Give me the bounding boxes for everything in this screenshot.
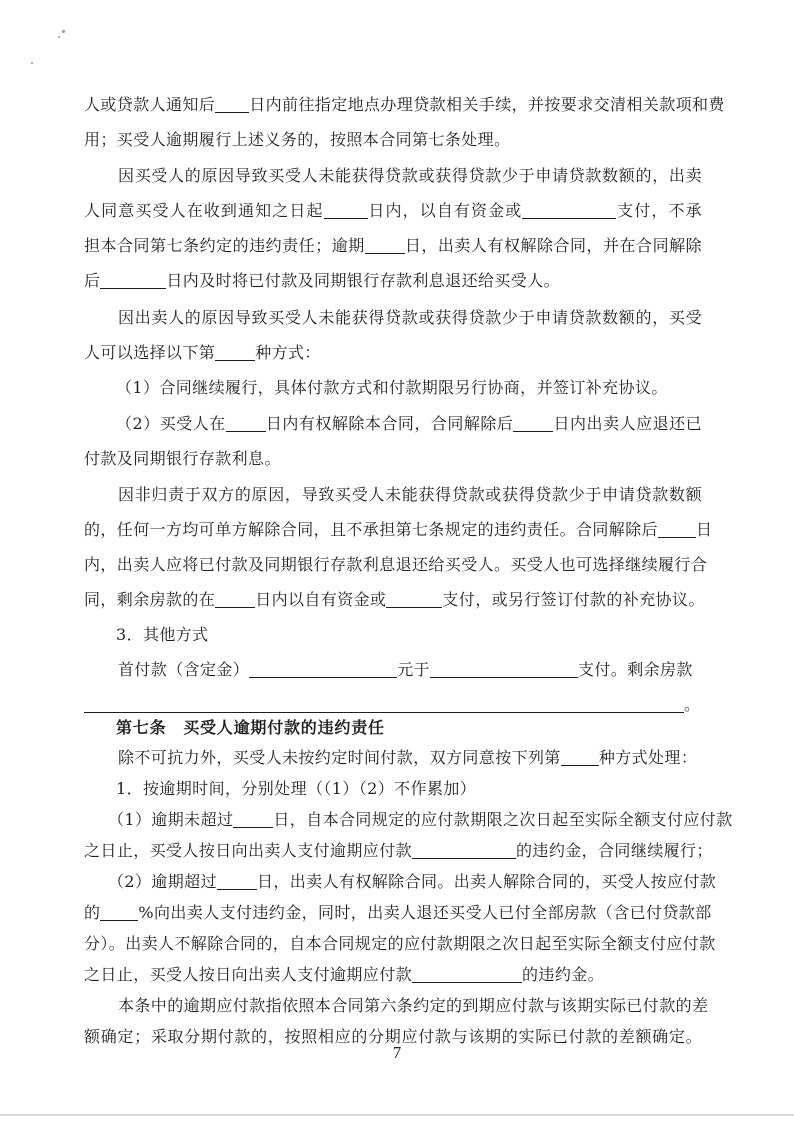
text-line: （2）逾期超过 日，出卖人有权解除合同。出卖人解除合同的，买受人按应付款: [108, 865, 702, 899]
text-line: 用；买受人逾期履行上述义务的，按照本合同第七条处理。: [84, 130, 511, 149]
text-line: 内，出卖人应将已付款及同期银行存款利息退还给买受人。买受人也可选择继续履行合: [84, 555, 708, 574]
text-line: 人可以选择以下第 种方式：: [84, 336, 702, 370]
scan-speck: [58, 36, 60, 38]
text-line: 3．其他方式: [116, 625, 209, 644]
fill-in-blank: [217, 869, 257, 890]
text-line: 因买受人的原因导致买受人未能获得贷款或获得贷款少于申请贷款数额的，出卖: [118, 166, 702, 185]
fill-in-blank: [561, 745, 599, 766]
text-line: 因出卖人的原因导致买受人未能获得贷款或获得贷款少于申请贷款数额的，买受: [118, 308, 702, 327]
text-line: 。: [84, 688, 702, 722]
text-line: 本条中的逾期应付款指依照本合同第六条约定的到期应付款与该期实际已付款的差: [118, 996, 709, 1015]
fill-in-blank: [215, 92, 249, 113]
article-heading: 第七条 买受人逾期付款的违约责任: [116, 718, 385, 737]
fill-in-blank: [215, 340, 255, 361]
text-line: 分）。出卖人不解除合同的，自本合同规定的应付款期限之次日起至实际全额支付应付款: [84, 934, 716, 953]
text-line: 除不可抗力外，买受人未按约定时间付款，双方同意按下列第 种方式处理：: [118, 741, 702, 775]
text-line: 1．按逾期时间，分别处理（（1）（2）不作累加）: [116, 779, 477, 798]
text-line: 的 %向出卖人支付违约金，同时，出卖人退还买受人已付全部房款（含已付贷款部: [84, 896, 702, 930]
fill-in-blank: [233, 807, 273, 828]
fill-in-blank: [412, 838, 516, 859]
fill-in-blank: [430, 657, 578, 678]
text-line: 因非归责于双方的原因，导致买受人未能获得贷款或获得贷款少于申请贷款数额: [118, 485, 702, 504]
text-line: 之日止，买受人按日向出卖人支付逾期应付款 的违约金，合同继续履行；: [84, 834, 702, 868]
fill-in-blank: [412, 962, 522, 983]
text-line: 额确定；采取分期付款的，按照相应的分期应付款与该期的实际已付款的差额确定。: [84, 1027, 702, 1046]
page-number: 7: [392, 1043, 402, 1062]
fill-in-blank: [84, 692, 684, 713]
text-line: （2）买受人在 日内有权解除本合同，合同解除后 日内出卖人应退还已: [116, 407, 702, 441]
fill-in-blank: [100, 268, 166, 289]
fill-in-blank: [226, 411, 266, 432]
fill-in-blank: [215, 587, 255, 608]
fill-in-blank: [522, 198, 616, 219]
scan-speck: [31, 62, 33, 64]
text-line: 后 日内及时将已付款及同期银行存款利息退还给买受人。: [84, 264, 702, 298]
text-line: 担本合同第七条约定的违约责任；逾期 日，出卖人有权解除合同，并在合同解除: [84, 229, 702, 263]
fill-in-blank: [658, 517, 696, 538]
fill-in-blank: [324, 198, 368, 219]
text-line: 同，剩余房款的在 日内以自有资金或 支付，或另行签订付款的补充协议。: [84, 583, 702, 617]
text-line: 付款及同期银行存款利息。: [84, 449, 281, 468]
text-line: 人或贷款人通知后 日内前往指定地点办理贷款相关手续，并按要求交清相关款项和费: [84, 88, 702, 122]
text-line: 首付款（含定金） 元于 支付。剩余房款: [118, 653, 702, 687]
fill-in-blank: [386, 587, 442, 608]
text-line: 的，任何一方均可单方解除合同，且不承担第七条规定的违约责任。合同解除后 日: [84, 513, 702, 547]
text-line: 之日止，买受人按日向出卖人支付逾期应付款 的违约金。: [84, 958, 702, 992]
text-line: 人同意买受人在收到通知之日起 日内，以自有资金或 支付，不承: [84, 194, 702, 228]
fill-in-blank: [249, 657, 397, 678]
text-line: （1）逾期未超过 日，自本合同规定的应付款期限之次日起至实际全额支付应付款: [108, 803, 702, 837]
fill-in-blank: [100, 900, 138, 921]
scan-speck: [62, 30, 65, 33]
fill-in-blank: [513, 411, 553, 432]
fill-in-blank: [365, 233, 405, 254]
text-line: （1）合同继续履行，具体付款方式和付款期限另行协商，并签订补充协议。: [116, 378, 668, 397]
scan-edge: [0, 1114, 794, 1116]
